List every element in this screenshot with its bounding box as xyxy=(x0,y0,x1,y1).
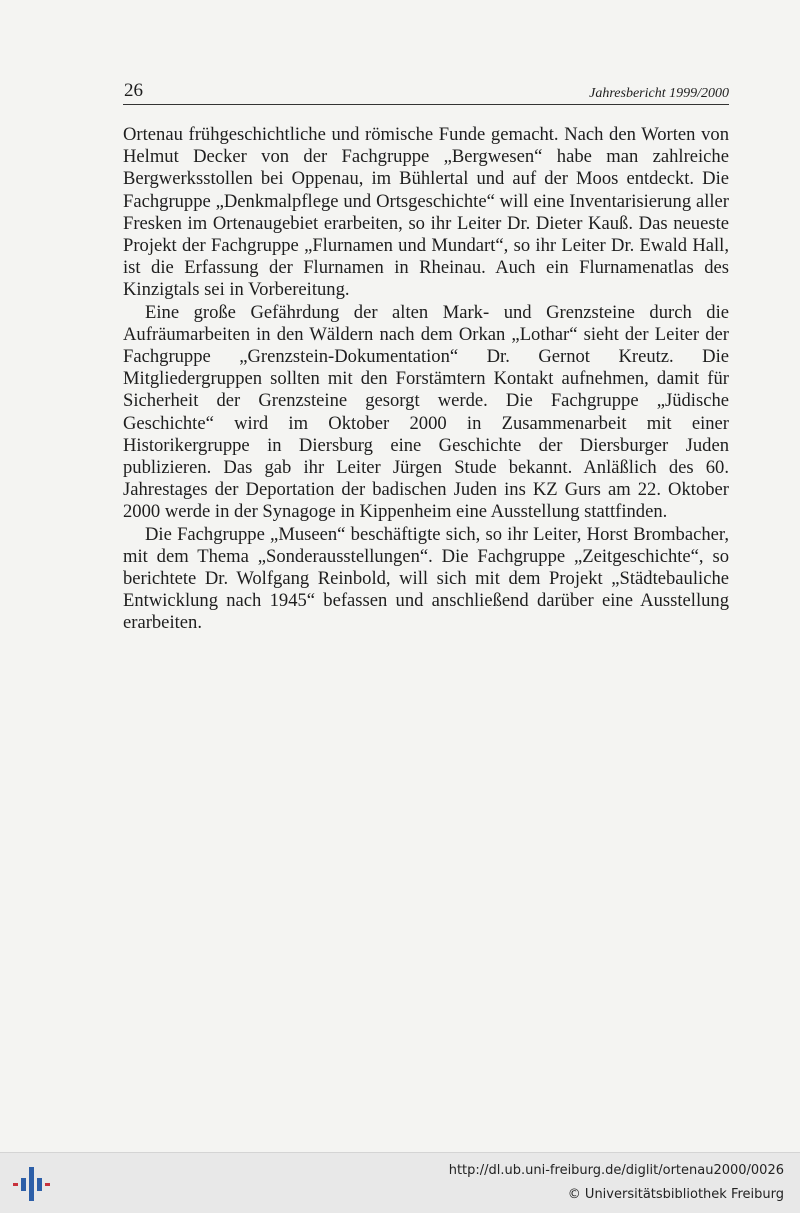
body-text xyxy=(123,124,729,635)
page-number: 26 xyxy=(124,80,143,101)
paragraph-1: Ortenau frühgeschichtliche und römische Funde gemacht. Nach den Worten von Helmut Decker von der Fachgruppe „Bergwesen“ habe man zahlreiche Bergwerksstollen bei Oppenau, im Bühlertal und auf der Moos entdeckt. Die Fachgruppe „Denkmalpflege und Ortsgeschichte“ will eine Inventarisierung aller Fresken im Ortenaugebiet erarbeiten, so ihr Leiter Dr. Dieter Kauß. Das neueste Projekt der Fachgruppe „Flurnamen und Mundart“, so ihr Leiter Dr. Ewald Hall, ist die Erfassung der Flurnamen in Rheinau. Auch ein Flurnamenatlas des Kinzigtals sei in Vorbereitung. xyxy=(123,124,729,301)
running-title: Jahresbericht 1999/2000 xyxy=(589,86,729,101)
paragraph-2: Eine große Gefährdung der alten Mark- und Grenzsteine durch die Aufräumarbeiten in den Wäldern nach dem Orkan „Lothar“ sieht der Leiter der Fachgruppe „Grenzstein-Dokumentation“ Dr. Gernot Kreutz. Die Mitgliedergruppen sollten mit den Forstämtern Kontakt aufnehmen, damit für Sicherheit der Grenzsteine gesorgt werde. Die Fachgruppe „Jüdische Geschichte“ wird im Oktober 2000 in Zusammenarbeit mit einer Historikergruppe in Diersburg eine Geschichte der Diersburger Juden publizieren. Das gab ihr Leiter Jürgen Stude bekannt. Anläßlich des 60. Jahrestages der Deportation der badischen Juden ins KZ Gurs am 22. Oktober 2000 werde in der Synagoge in Kippenheim eine Ausstellung stattfinden. xyxy=(123,301,729,523)
viewer-footer xyxy=(0,1152,800,1213)
page-header xyxy=(123,78,729,105)
document-url-link[interactable]: http://dl.ub.uni-freiburg.de/diglit/ortenau2000/0026 xyxy=(448,1163,784,1178)
paragraph-3: Die Fachgruppe „Museen“ beschäftigte sich, so ihr Leiter, Horst Brombacher, mit dem Thema „Sonderausstellungen“. Die Fachgruppe „Zeitgeschichte“, so berichtete Dr. Wolfgang Reinbold, will sich mit dem Projekt „Städtebauliche Entwicklung nach 1945“ befassen und anschließend darüber eine Ausstellung erarbeiten. xyxy=(123,523,729,634)
ub-freiburg-logo-icon[interactable] xyxy=(12,1165,52,1203)
copyright-notice: © Universitätsbibliothek Freiburg xyxy=(567,1187,784,1202)
